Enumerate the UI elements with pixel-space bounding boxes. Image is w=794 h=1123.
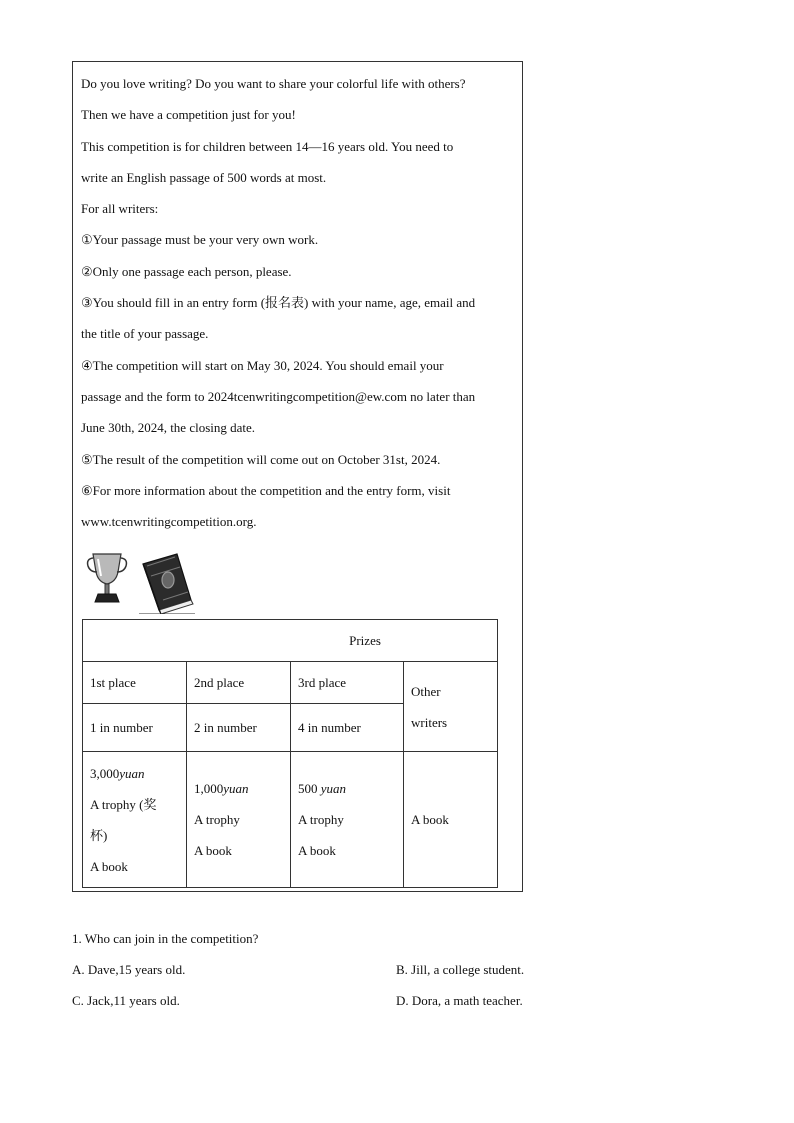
money-line — [194, 773, 290, 804]
passage-text — [81, 68, 515, 537]
other-writers-cell — [404, 662, 498, 752]
passage-line: For all writers: — [81, 201, 159, 217]
passage-line: passage and the form to 2024tcenwritingcompetition@ew.com no later than — [81, 388, 476, 404]
other-writers-line: Other — [411, 683, 441, 699]
money-unit: yuan — [223, 781, 249, 796]
passage-line: the title of your passage. — [81, 326, 209, 342]
prize-images — [85, 550, 195, 614]
option-d[interactable]: D. Dora, a math teacher. — [396, 993, 523, 1008]
prize-item: A trophy (奖 — [90, 796, 157, 812]
prize-item: A trophy — [194, 812, 240, 827]
question-text: 1. Who can join in the competition? — [72, 931, 259, 946]
money-amount: 1,000 — [194, 781, 224, 796]
option-c[interactable]: C. Jack,11 years old. — [72, 993, 180, 1008]
passage-line: ③You should fill in an entry form (报名表) with your name, age, email and — [81, 295, 476, 311]
passage-line: Do you love writing? Do you want to share your colorful life with others? — [81, 76, 466, 91]
prize-cell — [291, 752, 404, 888]
passage-line: ⑥For more information about the competition and the entry form, visit — [81, 482, 451, 498]
passage-line: ⑤The result of the competition will come out on October 31st, 2024. — [81, 451, 441, 467]
option-b[interactable]: B. Jill, a college student. — [396, 962, 525, 977]
prize-item: A trophy — [298, 812, 344, 827]
count-cell: 2 in number — [187, 704, 291, 752]
book-icon — [139, 554, 195, 614]
prize-item: 杯) — [90, 827, 108, 843]
prize-item: A book — [90, 858, 128, 874]
trophy-icon — [88, 554, 127, 602]
prize-images-svg — [85, 550, 195, 614]
other-writers-line: writers — [411, 714, 448, 730]
place-cell: 2nd place — [187, 662, 291, 704]
prizes-header-cell: Prizes — [83, 620, 498, 662]
money-unit: yuan — [119, 765, 145, 781]
passage-line: write an English passage of 500 words at most. — [81, 169, 327, 185]
table-row — [83, 752, 498, 888]
money-amount: 500 — [298, 781, 318, 796]
money-line — [298, 773, 403, 804]
prize-cell — [187, 752, 291, 888]
place-cell: 1st place — [83, 662, 187, 704]
money-unit: yuan — [320, 781, 347, 796]
passage-line: June 30th, 2024, the closing date. — [81, 420, 256, 436]
prizes-table — [82, 619, 498, 888]
prize-cell — [83, 752, 187, 888]
prize-cell — [404, 752, 498, 888]
passage-line: This competition is for children between 14—16 years old. You need to — [81, 138, 454, 154]
option-a[interactable]: A. Dave,15 years old. — [72, 962, 186, 977]
passage-line: Then we have a competition just for you! — [81, 107, 296, 123]
passage-line: ④The competition will start on May 30, 2024. You should email your — [81, 357, 444, 373]
count-cell: 4 in number — [291, 704, 404, 752]
table-row — [83, 662, 498, 704]
passage-line: ②Only one passage each person, please. — [81, 263, 292, 279]
money-amount: 3,000 — [90, 765, 120, 781]
prize-item: A book — [298, 843, 336, 858]
passage-line: www.tcenwritingcompetition.org. — [81, 514, 257, 530]
prize-item: A book — [194, 843, 232, 858]
passage-box — [72, 61, 523, 892]
money-line — [90, 758, 186, 789]
place-cell: 3rd place — [291, 662, 404, 704]
table-row — [83, 620, 498, 662]
prize-item: A book — [411, 812, 449, 827]
prizes-table-wrap — [82, 619, 498, 888]
count-cell: 1 in number — [83, 704, 187, 752]
passage-line: ①Your passage must be your very own work. — [81, 232, 319, 248]
